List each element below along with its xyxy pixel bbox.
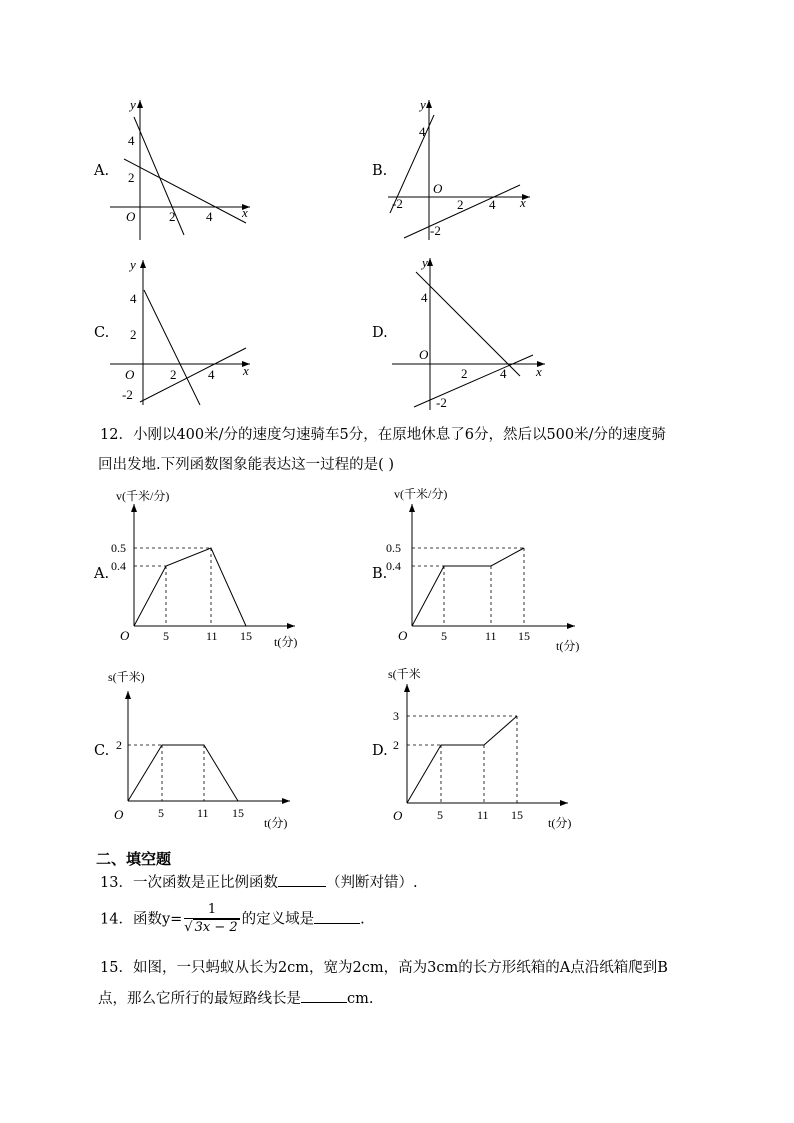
- option-label: D.: [372, 743, 388, 759]
- tick: 2: [116, 738, 122, 752]
- q12-option-b[interactable]: [370, 480, 590, 660]
- q13-answer-blank[interactable]: [278, 872, 326, 887]
- q14-answer-blank[interactable]: [314, 909, 360, 924]
- origin-label: O: [393, 808, 403, 823]
- line-2: [140, 348, 246, 402]
- q15-line2-prefix: 点，那么它所行的最短路线长是: [98, 991, 301, 1007]
- line-1: [134, 117, 184, 235]
- q14-fraction: [184, 902, 239, 937]
- x-title: t(分): [264, 816, 288, 830]
- origin-label: O: [419, 347, 429, 362]
- x-label: x: [520, 195, 526, 210]
- line-1: [144, 290, 200, 405]
- tick: 4: [208, 367, 215, 382]
- graph-12c: [90, 665, 310, 835]
- q15-line1: 15．如图，一只蚂蚁从长为2cm，宽为2cm，高为3cm的长方形纸箱的A点沿纸箱爬到B: [100, 960, 668, 976]
- q14: [100, 902, 365, 937]
- x-label: x: [242, 205, 248, 220]
- graph-b: [370, 95, 540, 245]
- tick: 5: [441, 629, 447, 643]
- x-label: x: [243, 363, 249, 378]
- section-title: 二、填空题: [96, 850, 172, 868]
- y-title: s(千米): [108, 670, 145, 684]
- y-label: y: [420, 97, 426, 112]
- line-1: [416, 272, 520, 376]
- origin-label: O: [398, 628, 408, 643]
- y-label: y: [130, 257, 136, 272]
- graph-line: [407, 716, 517, 803]
- x-label: x: [536, 364, 542, 379]
- origin-label: O: [126, 209, 136, 224]
- graph-line: [128, 745, 238, 801]
- tick: 5: [163, 629, 169, 643]
- graph-line: [412, 548, 524, 626]
- q13-suffix: （判断对错）.: [325, 875, 418, 891]
- graph-d: [370, 250, 555, 415]
- option-label: B.: [372, 566, 388, 582]
- q12-option-a[interactable]: [90, 480, 310, 660]
- q14-end: .: [360, 911, 365, 928]
- tick: -2: [392, 196, 403, 211]
- tick: 11: [206, 629, 218, 643]
- tick: 0.4: [111, 559, 126, 573]
- tick: 0.5: [111, 541, 126, 555]
- tick: 2: [170, 367, 177, 382]
- tick: 2: [393, 738, 399, 752]
- origin-label: O: [433, 181, 443, 196]
- graph-12b: [370, 480, 590, 660]
- tick: -2: [436, 395, 447, 410]
- graph-c: [90, 255, 260, 410]
- q15-line2-suffix: cm.: [347, 991, 374, 1007]
- tick: 3: [393, 709, 399, 723]
- origin-label: O: [125, 367, 135, 382]
- tick: 2: [130, 327, 137, 342]
- tick: 5: [158, 806, 164, 820]
- q13-text: 13．一次函数是正比例函数: [100, 875, 278, 891]
- option-label: C.: [94, 743, 110, 759]
- fraction-radicand: 3x − 2: [194, 920, 238, 935]
- option-label: A.: [94, 163, 110, 179]
- tick: 2: [169, 209, 176, 224]
- graph-a: [90, 95, 260, 245]
- origin-label: O: [114, 807, 124, 822]
- tick: 15: [240, 629, 252, 643]
- tick: 15: [511, 808, 523, 822]
- q12-option-c[interactable]: [90, 665, 310, 835]
- option-label: C.: [94, 325, 110, 341]
- tick: 5: [437, 808, 443, 822]
- fraction-numerator: 1: [184, 902, 239, 919]
- tick: 15: [518, 629, 530, 643]
- graph-12a: [90, 480, 310, 660]
- option-label: D.: [372, 325, 388, 341]
- q15-line2: [98, 988, 373, 1009]
- line-2: [124, 159, 246, 223]
- q11-option-d[interactable]: [370, 250, 555, 415]
- tick: -2: [430, 223, 441, 238]
- x-title: t(分): [556, 639, 580, 653]
- tick: 4: [500, 366, 507, 381]
- q14-suffix: 的定义域是: [241, 911, 315, 928]
- tick: 0.4: [386, 559, 401, 573]
- tick: 4: [489, 197, 496, 212]
- graph-12d: [370, 662, 590, 837]
- tick: 4: [130, 291, 137, 306]
- tick: 2: [457, 197, 464, 212]
- q12-text-line2: 回出发地.下列函数图象能表达这一过程的是( ): [98, 457, 395, 473]
- tick: 2: [461, 366, 468, 381]
- tick: 11: [485, 629, 497, 643]
- q15-answer-blank[interactable]: [301, 988, 347, 1003]
- q11-option-a[interactable]: [90, 95, 260, 245]
- tick: 4: [419, 124, 426, 139]
- q12-text-line1: 12．小刚以400米/分的速度匀速骑车5分，在原地休息了6分，然后以500米/分的速度骑: [100, 427, 667, 443]
- tick: 2: [128, 170, 135, 185]
- line-2: [414, 355, 533, 407]
- y-label: y: [130, 97, 136, 112]
- option-label: A.: [94, 566, 110, 582]
- tick: -2: [122, 387, 133, 402]
- tick: 4: [421, 290, 428, 305]
- q13: [100, 872, 418, 893]
- tick: 11: [477, 808, 489, 822]
- q12-option-d[interactable]: [370, 662, 590, 837]
- q11-option-c[interactable]: [90, 255, 260, 410]
- tick: 11: [197, 806, 209, 820]
- y-title: v(千米/分): [116, 489, 170, 503]
- q14-prefix: 14．函数y=: [100, 911, 183, 928]
- tick: 4: [206, 209, 213, 224]
- y-label: y: [422, 255, 428, 270]
- x-title: t(分): [274, 635, 298, 649]
- origin-label: O: [120, 628, 130, 643]
- option-label: B.: [372, 163, 388, 179]
- y-title: s(千米: [388, 667, 421, 681]
- sqrt-icon: √: [184, 920, 193, 935]
- graph-line: [134, 548, 246, 626]
- q11-option-b[interactable]: [370, 95, 540, 245]
- y-title: v(千米/分): [394, 487, 448, 501]
- tick: 15: [232, 806, 244, 820]
- tick: 4: [128, 133, 135, 148]
- tick: 0.5: [386, 541, 401, 555]
- x-title: t(分): [548, 816, 572, 830]
